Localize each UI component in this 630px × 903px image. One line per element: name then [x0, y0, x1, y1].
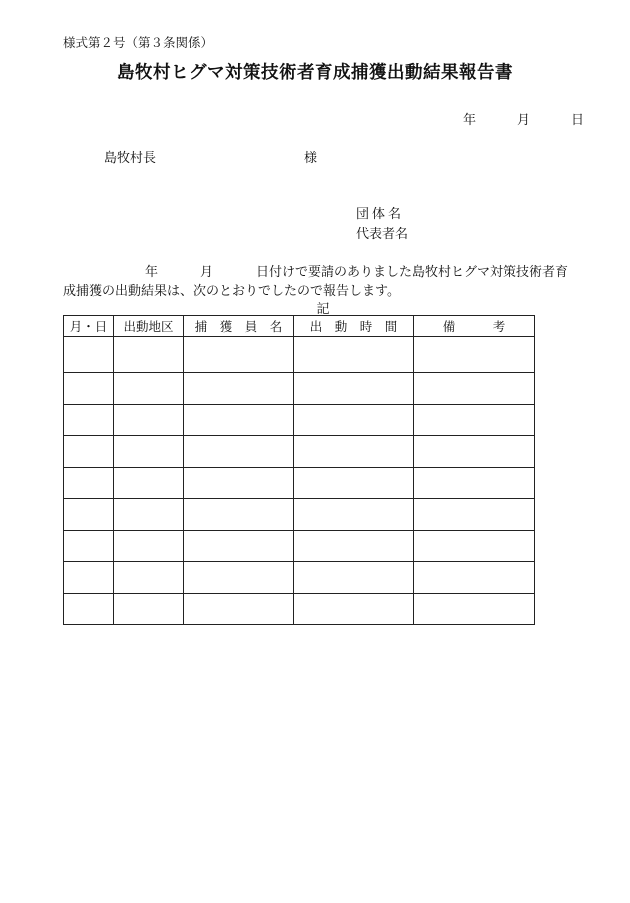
district-cell	[114, 373, 184, 405]
body-month-label: 月	[200, 265, 214, 280]
district-cell	[114, 562, 184, 594]
table-row	[64, 436, 535, 468]
dispatch-time-cell	[294, 467, 414, 499]
body-text-line1: 日付けで要請のありました島牧村ヒグマ対策技術者育	[256, 265, 569, 280]
header-date: 月・日	[64, 316, 114, 337]
dispatch-results-table	[63, 315, 535, 625]
document-title: 島牧村ヒグマ対策技術者育成捕獲出動結果報告書	[117, 63, 513, 83]
hunter-names-cell	[184, 404, 294, 436]
table-header-row	[64, 316, 535, 337]
date-cell	[64, 593, 114, 625]
hunter-names-cell	[184, 499, 294, 531]
dispatch-time-cell	[294, 530, 414, 562]
organization-name-label: 団体名	[356, 207, 405, 222]
representative-name-label: 代表者名	[356, 227, 409, 242]
table-row	[64, 373, 535, 405]
remarks-cell	[414, 436, 535, 468]
table-row	[64, 562, 535, 594]
date-cell	[64, 499, 114, 531]
table-row	[64, 467, 535, 499]
hunter-names-cell	[184, 436, 294, 468]
header-hunter-names: 捕 獲 員 名	[184, 316, 294, 337]
date-day-label: 日	[571, 113, 585, 128]
remarks-cell	[414, 404, 535, 436]
hunter-names-cell	[184, 467, 294, 499]
hunter-names-cell	[184, 562, 294, 594]
header-dispatch-time: 出 動 時 間	[294, 316, 414, 337]
district-cell	[114, 404, 184, 436]
table-row	[64, 499, 535, 531]
district-cell	[114, 467, 184, 499]
district-cell	[114, 499, 184, 531]
dispatch-time-cell	[294, 499, 414, 531]
date-cell	[64, 530, 114, 562]
header-district: 出動地区	[114, 316, 184, 337]
date-month-label: 月	[517, 113, 531, 128]
addressee: 島牧村長	[104, 151, 157, 166]
dispatch-time-cell	[294, 562, 414, 594]
remarks-cell	[414, 499, 535, 531]
remarks-cell	[414, 467, 535, 499]
date-cell	[64, 436, 114, 468]
table-row	[64, 530, 535, 562]
dispatch-time-cell	[294, 404, 414, 436]
district-cell	[114, 593, 184, 625]
date-year-label: 年	[463, 113, 477, 128]
form-number: 様式第２号（第３条関係）	[63, 35, 214, 50]
remarks-cell	[414, 337, 535, 373]
date-cell	[64, 404, 114, 436]
honorific: 様	[304, 151, 318, 166]
remarks-cell	[414, 593, 535, 625]
date-cell	[64, 562, 114, 594]
date-cell	[64, 337, 114, 373]
remarks-cell	[414, 562, 535, 594]
hunter-names-cell	[184, 337, 294, 373]
body-text-line2: 成捕獲の出動結果は、次のとおりでしたので報告します。	[63, 284, 400, 299]
remarks-cell	[414, 530, 535, 562]
remarks-cell	[414, 373, 535, 405]
dispatch-time-cell	[294, 373, 414, 405]
ki-label: 記	[316, 302, 330, 317]
district-cell	[114, 530, 184, 562]
district-cell	[114, 337, 184, 373]
date-cell	[64, 467, 114, 499]
body-year-label: 年	[145, 265, 159, 280]
hunter-names-cell	[184, 593, 294, 625]
dispatch-time-cell	[294, 436, 414, 468]
table-row	[64, 593, 535, 625]
header-remarks: 備 考	[414, 316, 535, 337]
district-cell	[114, 436, 184, 468]
hunter-names-cell	[184, 373, 294, 405]
table-row	[64, 337, 535, 373]
table-row	[64, 404, 535, 436]
date-cell	[64, 373, 114, 405]
hunter-names-cell	[184, 530, 294, 562]
dispatch-time-cell	[294, 593, 414, 625]
dispatch-time-cell	[294, 337, 414, 373]
